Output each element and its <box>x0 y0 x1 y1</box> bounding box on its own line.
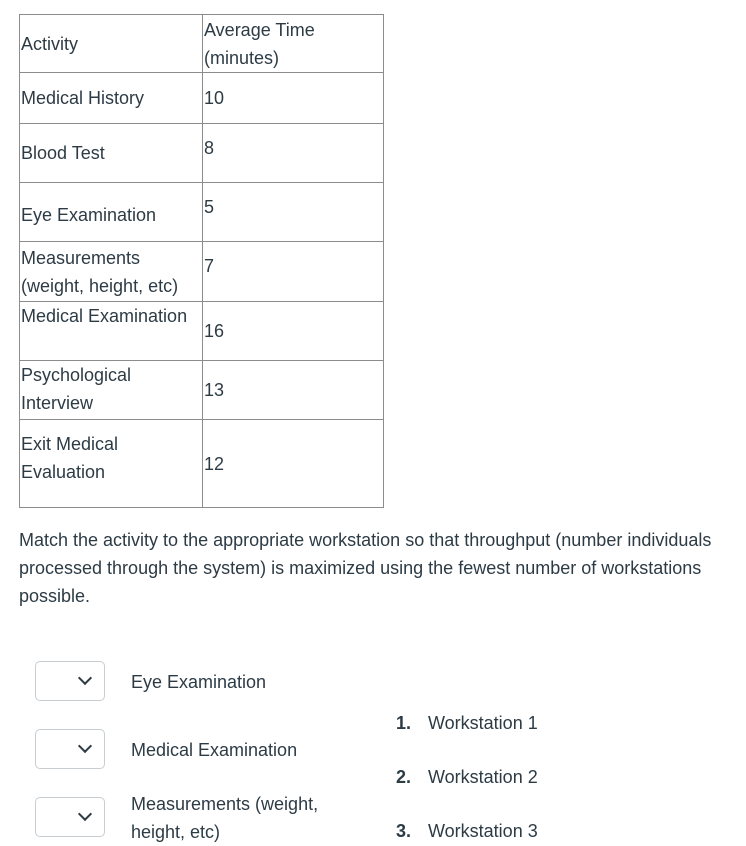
option-number: 2. <box>396 767 412 787</box>
workstation-select[interactable] <box>35 661 105 701</box>
chevron-down-icon <box>78 807 92 821</box>
option-number: 3. <box>396 821 412 841</box>
table-row <box>20 242 384 302</box>
match-label: Medical Examination <box>131 740 298 760</box>
table-row <box>20 361 384 420</box>
table-row <box>20 124 384 183</box>
activity-cell: Psychological Interview <box>20 361 203 420</box>
activity-cell: Measurements (weight, height, etc) <box>20 242 203 302</box>
table-row <box>20 183 384 242</box>
match-label: Measurements (weight, height, etc) <box>131 794 319 842</box>
time-cell: 16 <box>203 302 384 361</box>
activity-time-table <box>19 14 384 508</box>
activity-cell: Medical History <box>20 73 203 124</box>
activity-cell: Blood Test <box>20 124 203 183</box>
header-average-time: Average Time (minutes) <box>203 15 384 73</box>
time-cell: 7 <box>203 242 384 302</box>
option-workstation-2 <box>396 763 538 791</box>
option-workstation-1 <box>396 709 538 737</box>
match-label: Eye Examination <box>131 672 267 692</box>
question-instructions: Match the activity to the appropriate workstation so that throughput (number individuals processed through the system) is maximized using the fewest number of workstations possible. <box>19 530 712 606</box>
table-row <box>20 302 384 361</box>
chevron-down-icon <box>78 671 92 685</box>
time-cell: 5 <box>203 183 384 242</box>
option-label: Workstation 2 <box>428 767 538 787</box>
activity-cell: Eye Examination <box>20 183 203 242</box>
time-cell: 12 <box>203 420 384 508</box>
activity-cell: Medical Examination <box>20 302 203 361</box>
chevron-down-icon <box>78 739 92 753</box>
workstation-select[interactable] <box>35 729 105 769</box>
time-cell: 13 <box>203 361 384 420</box>
time-cell: 10 <box>203 73 384 124</box>
activity-cell: Exit Medical Evaluation <box>20 420 203 508</box>
table-row <box>20 73 384 124</box>
table-row <box>20 420 384 508</box>
option-label: Workstation 3 <box>428 821 538 841</box>
table-header-row <box>20 15 384 73</box>
time-cell: 8 <box>203 124 384 183</box>
option-label: Workstation 1 <box>428 713 538 733</box>
option-workstation-3 <box>396 817 538 845</box>
option-number: 1. <box>396 713 412 733</box>
workstation-select[interactable] <box>35 797 105 837</box>
header-activity: Activity <box>20 15 203 73</box>
